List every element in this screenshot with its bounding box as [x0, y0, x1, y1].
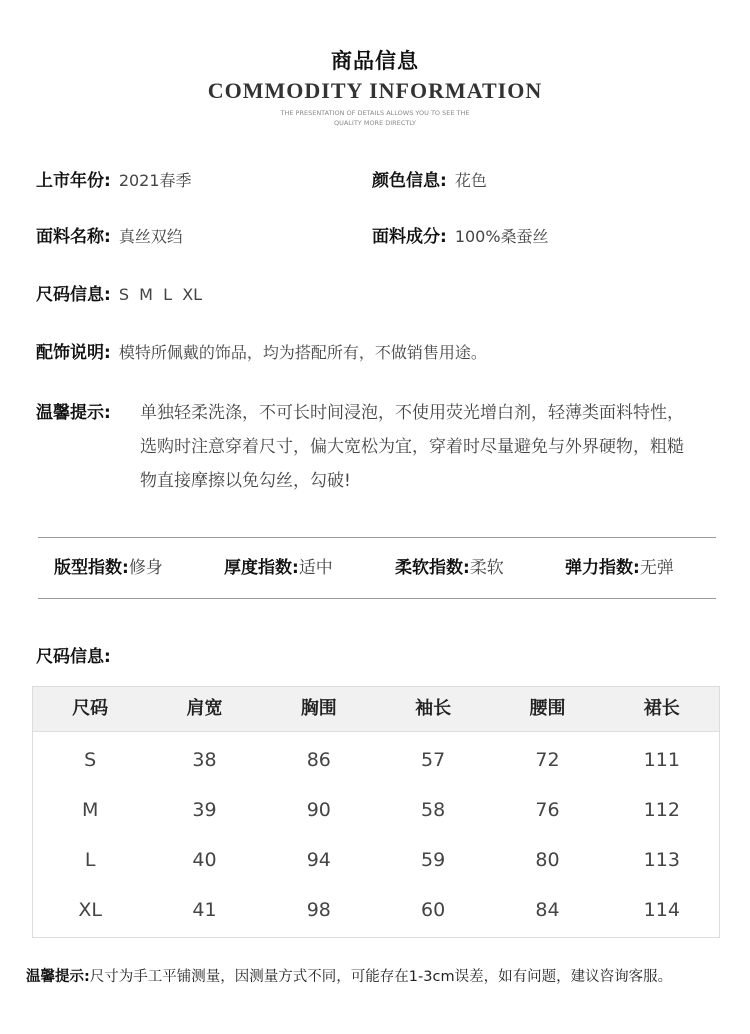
size-info-label: 尺码信息:: [36, 285, 111, 305]
size-info-value: S M L XL: [118, 285, 203, 304]
info-row-1: [0, 166, 750, 196]
table-cell: 41: [192, 899, 217, 921]
table-cell: XL: [78, 899, 102, 921]
subtitle-line-2: QUALITY MORE DIRECTLY: [333, 119, 417, 127]
table-cell: 84: [535, 899, 560, 921]
care-notes-line-3: 物直接摩擦以免勾丝，勾破!: [140, 471, 351, 491]
table-header-cell: 裙长: [643, 698, 680, 719]
table-row: [33, 835, 719, 885]
page-header: [0, 46, 750, 128]
title-english: COMMODITY INFORMATION: [207, 78, 543, 103]
table-cell: 86: [306, 749, 331, 771]
table-cell: 39: [192, 799, 217, 821]
index-softness-label: 柔软指数:: [395, 558, 470, 578]
table-cell: 40: [192, 849, 217, 871]
table-row: [33, 885, 719, 935]
table-header-cell: 胸围: [300, 698, 337, 719]
table-header-row: [33, 687, 719, 732]
table-header-cell: 肩宽: [186, 698, 223, 719]
size-info-field: [36, 280, 202, 310]
table-cell: L: [84, 849, 96, 871]
index-softness: [395, 538, 504, 598]
table-header-cell: 袖长: [415, 698, 452, 719]
launch-field: [36, 166, 192, 196]
table-cell: 98: [306, 899, 331, 921]
info-row-4: [0, 338, 750, 368]
table-cell: 76: [535, 799, 560, 821]
color-field: [372, 166, 487, 196]
info-row-2: [0, 222, 750, 252]
care-notes-line-2: 选购时注意穿着尺寸，偏大宽松为宜，穿着时尽量避免与外界硬物，粗糙: [140, 437, 684, 457]
footer-note-text: 尺寸为手工平铺测量，因测量方式不同，可能存在1-3cm误差，如有问题，建议咨询客服。: [89, 969, 673, 985]
table-cell: 94: [306, 849, 331, 871]
table-cell: 59: [421, 849, 446, 871]
care-notes-text: [140, 396, 724, 498]
table-cell: 38: [192, 749, 217, 771]
index-elasticity: [565, 538, 674, 598]
index-fit-value: 修身: [128, 558, 163, 578]
index-thickness: [224, 538, 333, 598]
table-cell: 114: [643, 899, 680, 921]
table-row: [33, 785, 719, 835]
subtitle-line-1: THE PRESENTATION OF DETAILS ALLOWS YOU TO SEE THE: [280, 109, 470, 117]
fabric-name-field: [36, 222, 183, 252]
table-cell: 58: [421, 799, 446, 821]
table-cell: 57: [421, 749, 446, 771]
size-table: [32, 686, 720, 938]
size-table-title: 尺码信息:: [36, 647, 111, 667]
fabric-name-label: 面料名称:: [36, 227, 111, 247]
index-fit: [54, 538, 163, 598]
index-softness-value: 柔软: [469, 558, 504, 578]
info-row-3: [0, 280, 750, 310]
launch-value: 2021春季: [118, 171, 192, 190]
table-cell: S: [84, 749, 97, 771]
title-chinese: 商品信息: [331, 49, 419, 73]
care-notes-label: 温馨提示:: [36, 403, 111, 423]
table-row: [33, 735, 719, 785]
footer-note-label: 温馨提示:: [26, 969, 90, 985]
index-fit-label: 版型指数:: [54, 558, 129, 578]
launch-label: 上市年份:: [36, 171, 111, 191]
table-header-cell: 腰围: [529, 698, 566, 719]
index-thickness-label: 厚度指数:: [224, 558, 299, 578]
table-cell: 113: [643, 849, 680, 871]
table-cell: 111: [643, 749, 680, 771]
table-cell: 80: [535, 849, 560, 871]
index-elasticity-value: 无弹: [639, 558, 674, 578]
table-cell: M: [81, 799, 99, 821]
accessory-field: [36, 338, 487, 368]
fabric-name-value: 真丝双绉: [118, 227, 183, 246]
fabric-composition-field: [372, 222, 549, 252]
color-value: 花色: [454, 171, 487, 190]
fabric-composition-label: 面料成分:: [372, 227, 447, 247]
color-label: 颜色信息:: [372, 171, 447, 191]
index-elasticity-label: 弹力指数:: [565, 558, 640, 578]
table-cell: 72: [535, 749, 560, 771]
table-cell: 90: [306, 799, 331, 821]
table-header-cell: 尺码: [72, 698, 109, 719]
table-cell: 112: [643, 799, 680, 821]
table-cell: 60: [421, 899, 446, 921]
accessory-label: 配饰说明:: [36, 343, 111, 363]
accessory-value: 模特所佩戴的饰品，均为搭配所有，不做销售用途。: [118, 343, 487, 362]
care-notes-line-1: 单独轻柔洗涤，不可长时间浸泡，不使用荧光增白剂，轻薄类面料特性，: [140, 403, 684, 423]
index-bar: [38, 537, 716, 599]
index-thickness-value: 适中: [298, 558, 333, 578]
footer-note: [26, 964, 672, 990]
subtitle: [0, 108, 750, 128]
fabric-composition-value: 100%桑蚕丝: [454, 227, 549, 246]
